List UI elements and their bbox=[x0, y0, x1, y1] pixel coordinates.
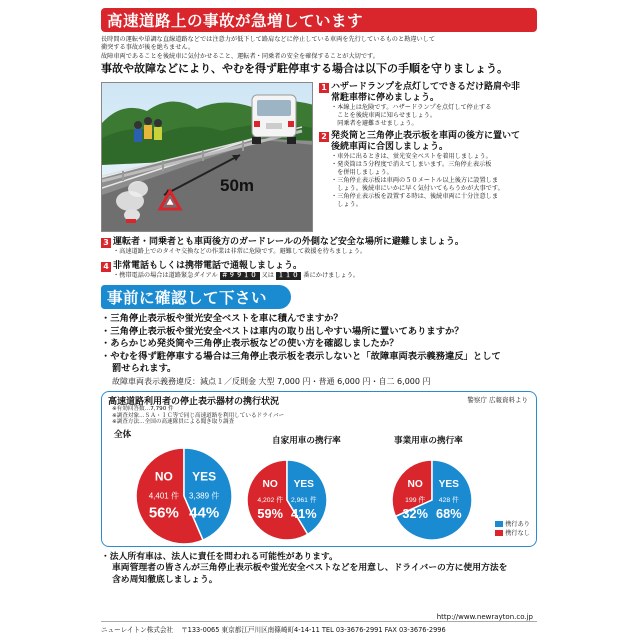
penalty-text: 故障車両表示義務違反：減点１／反則金 大型 7,000 円・普通 6,000 円・自二 6,000 円 bbox=[112, 376, 431, 386]
step-detail: ・高速道路上でのタイヤ交換などの作業は非常に危険です。避難して救援を待ちましょう。 bbox=[113, 248, 367, 256]
dial-end-text: 番にかけましょう。 bbox=[303, 272, 360, 280]
pie-label-yes: YES bbox=[293, 478, 314, 490]
lead-text: 事故や故障などにより、やむを得ず駐停車する場合は以下の手順を守りましょう。 bbox=[101, 62, 508, 76]
step-detail: しょう。後続車にいかに早く気付いてもらうかが大事です。 bbox=[331, 185, 504, 193]
main-title: 高速道路上の事故が急増しています bbox=[107, 12, 364, 30]
pie-count-yes: 3,389 件 bbox=[189, 491, 220, 501]
police-number: １１０ bbox=[277, 272, 300, 280]
intro-line: 故障車両であることを後続車に気付かせること、運転者・同乗者の安全を確保することが大切です。 bbox=[101, 52, 379, 60]
confirm-banner bbox=[101, 285, 291, 309]
pie-label-yes: YES bbox=[438, 478, 459, 490]
dial-or-text: 又は bbox=[261, 272, 274, 280]
chart-legend bbox=[495, 520, 530, 538]
road-scene-svg bbox=[102, 83, 313, 232]
pie-label-no: NO bbox=[262, 478, 278, 490]
step-number: 1 bbox=[319, 83, 329, 93]
survey-source: 警察庁 広報資料より bbox=[467, 395, 528, 404]
legend-yes: 携行あり bbox=[505, 520, 530, 528]
step-4 bbox=[101, 261, 537, 280]
step-number: 3 bbox=[101, 238, 111, 248]
pie-pct-yes: 44% bbox=[189, 504, 220, 522]
company-address: 〒133-0065 東京都江戸川区南篠崎町4-14-11 TEL 03-3676-2991 FAX 03-3676-2996 bbox=[181, 626, 446, 634]
step-detail: ことを後続車両に知らせましょう。 bbox=[331, 112, 437, 120]
bottom-notes bbox=[101, 552, 537, 587]
survey-panel bbox=[101, 391, 537, 547]
step-detail: ・三角停止表示板を設置する時は、後続車両に十分注意しま bbox=[331, 193, 499, 201]
intro-text bbox=[101, 36, 537, 61]
pie-pct-no: 59% bbox=[257, 505, 283, 521]
legend-no: 携行なし bbox=[505, 529, 530, 537]
intro-line: 長時間の運転や単調な直線道路などでは注意力が低下して路肩などに停止している車両を先行しているものと勘違いして bbox=[101, 36, 436, 43]
confirm-title: 事前に確認して下さい bbox=[107, 289, 268, 308]
pie-label-no: NO bbox=[154, 469, 173, 484]
check-item: ・やむを得ず駐停車する場合は三角停止表示板を表示しないと「故障車両表示義務違反」として bbox=[101, 350, 501, 362]
pie-count-no: 199 件 bbox=[405, 496, 426, 504]
pie-pct-yes: 41% bbox=[291, 505, 317, 521]
step-3 bbox=[101, 237, 537, 256]
procedure-section bbox=[101, 82, 537, 232]
pie-count-no: 4,202 件 bbox=[257, 496, 284, 504]
check-item: ・三角停止表示板や蛍光安全ベストを車に積んでますか？ bbox=[101, 313, 343, 325]
step-number: 2 bbox=[319, 132, 329, 142]
pie-count-yes: 2,961 件 bbox=[290, 496, 317, 504]
step-number: 4 bbox=[101, 262, 111, 272]
company-name: ニューレイトン株式会社 bbox=[101, 626, 174, 634]
corporate-note: ・法人所有車は、法人に責任を問われる可能性があります。 bbox=[101, 551, 338, 562]
step-detail: を併用しましょう。 bbox=[331, 169, 393, 177]
survey-title: 高速道路利用者の停止表示器材の携行状況 bbox=[108, 396, 280, 407]
step-detail bbox=[101, 272, 537, 280]
check-item: ・あらかじめ発炎筒や三角停止表示板などの使い方を確認しましたか？ bbox=[101, 338, 399, 350]
step-detail: ・車外に出るときは、蛍光安全ベストを着用しましょう。 bbox=[331, 153, 492, 161]
procedure-steps bbox=[319, 82, 537, 232]
corporate-note: 車両管理者の皆さんが三角停止表示板や蛍光安全ベストなどを用意し、ドライバーの方に使用方法を bbox=[112, 563, 508, 574]
chart-title-private: 自家用車の携行率 bbox=[272, 435, 341, 446]
pie-pct-no: 32% bbox=[402, 505, 428, 521]
pie-count-no: 4,401 件 bbox=[148, 491, 179, 501]
step-title: ハザードランプを点灯してできるだけ路肩や非 bbox=[331, 82, 521, 93]
corporate-note: 含め周知徹底しましょう。 bbox=[112, 574, 218, 585]
step-1 bbox=[319, 82, 537, 128]
legend-swatch-no bbox=[495, 530, 503, 536]
emergency-dial-number: ＃９９１０ bbox=[221, 272, 258, 280]
step-title: 非常電話もしくは携帯電話で通報しましょう。 bbox=[113, 261, 303, 272]
check-item-continued: 罰せられます。 bbox=[112, 363, 177, 375]
survey-note: ※調査対象…ＳＡ・ＩＣ等で同じ高速道路を利用しているドライバー bbox=[112, 412, 285, 419]
step-title: 常駐車帯に停めましょう。 bbox=[331, 93, 440, 104]
pie-pct-yes: 68% bbox=[436, 505, 462, 521]
pie-label-yes: YES bbox=[192, 469, 217, 484]
step-title: 運転者・同乗者とも車両後方のガードレールの外側など安全な場所に避難しましょう。 bbox=[113, 237, 464, 248]
pie-pct-no: 56% bbox=[148, 504, 179, 522]
step-title: 発炎筒と三角停止表示板を車両の後方に置いて bbox=[331, 131, 521, 142]
footer bbox=[101, 621, 537, 634]
step-detail: 同乗者を避難させましょう。 bbox=[331, 120, 418, 128]
distance-label: 50m bbox=[220, 176, 255, 196]
chart-title-business: 事業用車の携行率 bbox=[394, 435, 463, 446]
step-title: 後続車両に合図しましょう。 bbox=[331, 142, 449, 153]
leaflet-page bbox=[101, 8, 537, 634]
legend-swatch-yes bbox=[495, 521, 503, 527]
website-url[interactable]: http://www.newrayton.co.jp bbox=[436, 613, 533, 621]
car-icon bbox=[252, 95, 296, 144]
pie-count-yes: 428 件 bbox=[438, 496, 459, 504]
step-detail: ・発炎筒は５分程度で消えてしまいます。三角停止表示板 bbox=[331, 161, 492, 169]
step-detail: ・三角停止表示板は車両の５０メートル以上後方に設置しま bbox=[331, 177, 499, 185]
intro-line: 衝突する事故が後を絶ちません。 bbox=[101, 44, 195, 52]
pie-charts bbox=[102, 392, 537, 547]
check-item: ・三角停止表示板や蛍光安全ベストは車内の取り出しやすい場所に置いてありますか？ bbox=[101, 325, 464, 337]
dial-text: ・携帯電話の場合は道路緊急ダイアル bbox=[113, 272, 218, 280]
pie-label-no: NO bbox=[407, 478, 423, 490]
roadside-illustration bbox=[101, 82, 313, 232]
survey-note: ※調査方法…全国の高速隊員による聞き取り調査 bbox=[112, 419, 235, 426]
step-detail: ・本線上は危険です。ハザードランプを点灯して停止する bbox=[331, 104, 492, 112]
step-2 bbox=[319, 131, 537, 209]
survey-note: ※有効回答数…7,790 件 bbox=[112, 405, 174, 412]
checklist bbox=[101, 313, 537, 387]
chart-title-overall: 全体 bbox=[114, 429, 132, 440]
main-title-banner bbox=[101, 8, 537, 32]
step-detail: しょう。 bbox=[331, 201, 362, 209]
